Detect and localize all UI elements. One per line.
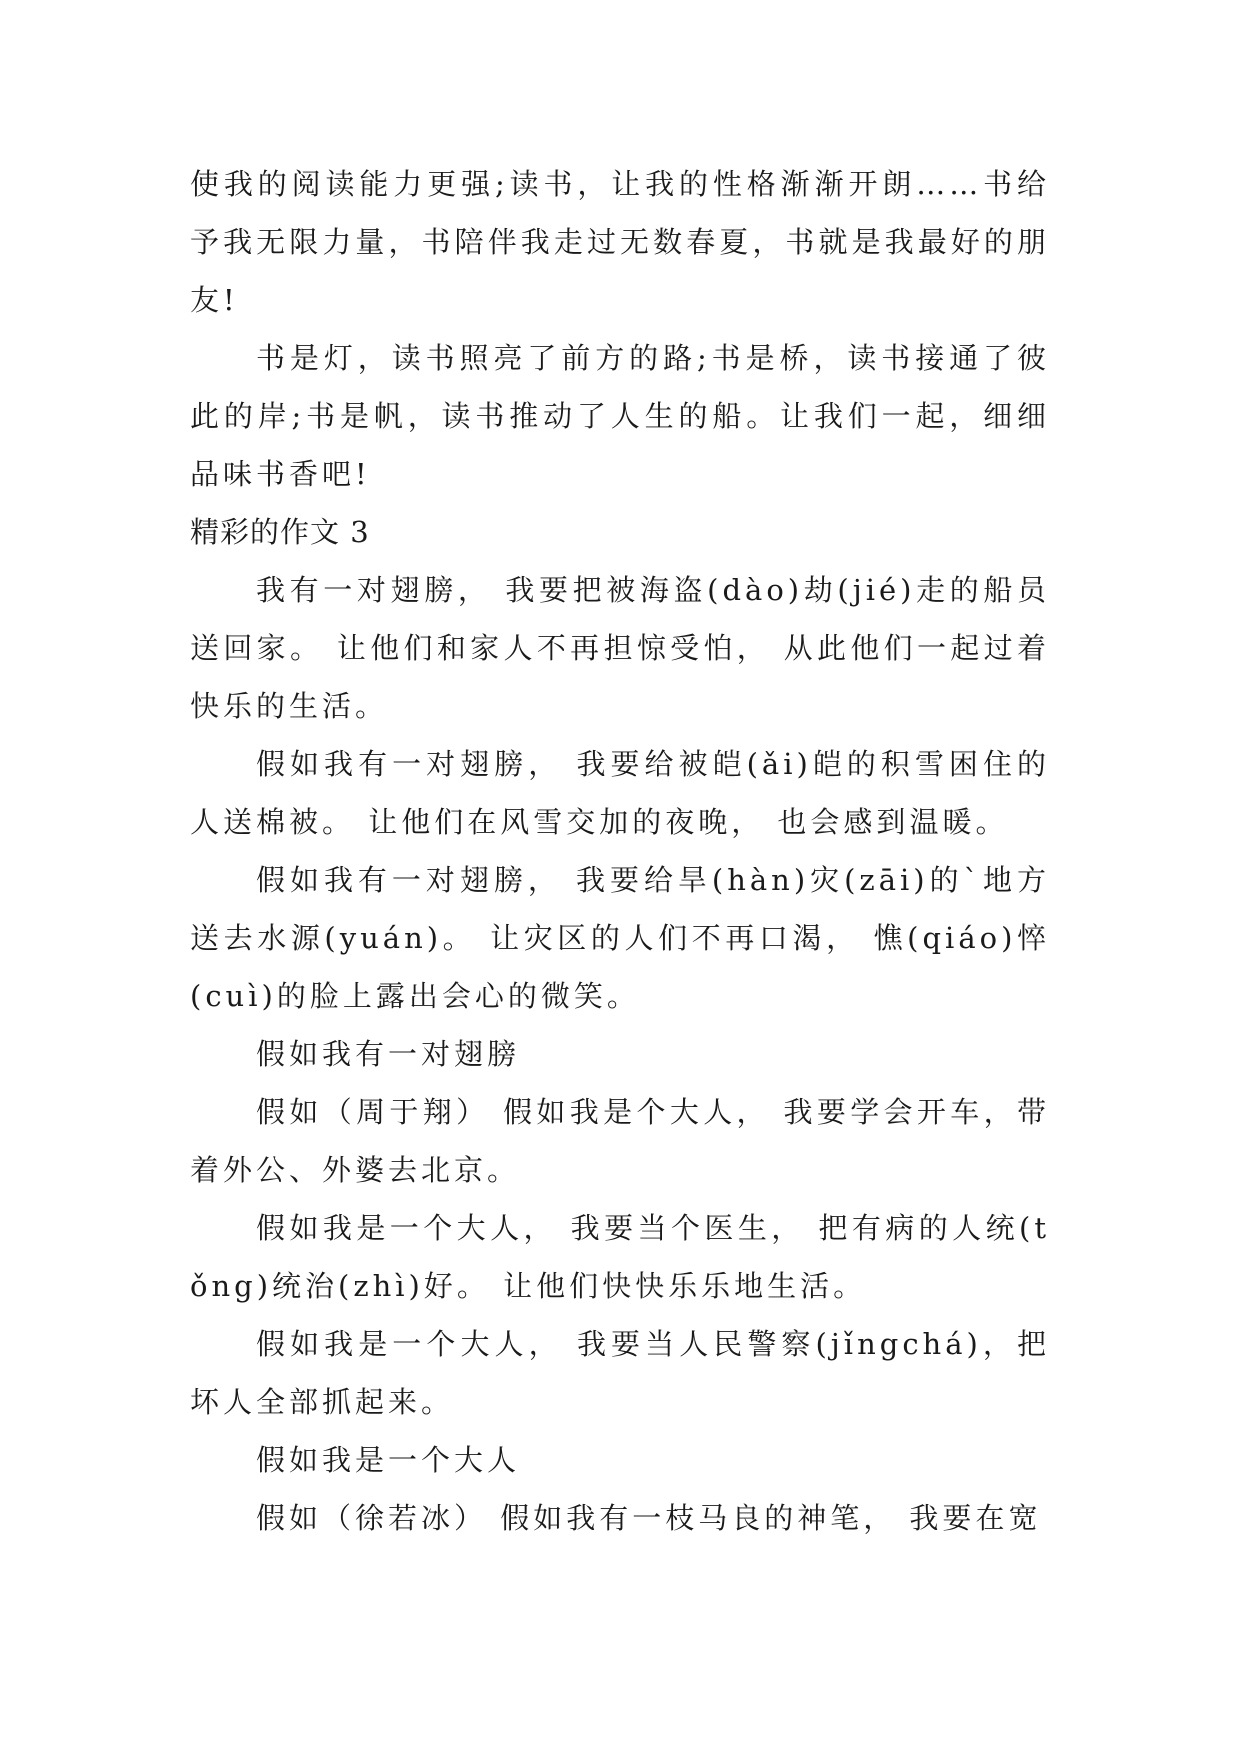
- paragraph-book-metaphor: 书是灯，读书照亮了前方的路;书是桥，读书接通了彼此的岸;书是帆，读书推动了人生的船。让我们一起，细细品味书香吧!: [190, 341, 1050, 491]
- paragraph-adult-driving: 假如（周于翔） 假如我是个大人， 我要学会开车，带着外公、外婆去北京。: [190, 1095, 1050, 1187]
- paragraph-wings-drought: 假如我有一对翅膀， 我要给旱(hàn)灾(zāi)的`地方送去水源(yuán)。 让灾区的人们不再口渴， 憔(qiáo)悴(cuì)的脸上露出会心的微笑。: [190, 863, 1050, 1013]
- paragraph-adult-title: 假如我是一个大人: [256, 1443, 521, 1477]
- paragraph-adult-police: 假如我是一个大人， 我要当人民警察(jǐngchá)，把坏人全部抓起来。: [190, 1327, 1050, 1419]
- paragraph-adult-doctor: 假如我是一个大人， 我要当个医生， 把有病的人统(tǒng)统治(zhì)好。 让他们快快乐乐地生活。: [190, 1211, 1050, 1303]
- essay-title: 精彩的作文 3: [190, 515, 370, 549]
- paragraph-reading-benefits: 使我的阅读能力更强;读书，让我的性格渐渐开朗……书给予我无限力量，书陪伴我走过无数春夏，书就是我最好的朋友!: [190, 167, 1050, 317]
- document-page: [190, 155, 1050, 1547]
- paragraph-wings-title: 假如我有一对翅膀: [256, 1037, 521, 1071]
- paragraph-wings-snow: 假如我有一对翅膀， 我要给被皑(ǎi)皑的积雪困住的人送棉被。 让他们在风雪交加的夜晚， 也会感到温暖。: [190, 747, 1050, 839]
- paragraph-magic-brush: 假如（徐若冰） 假如我有一枝马良的神笔， 我要在宽: [256, 1501, 1042, 1535]
- paragraph-wings-pirates: 我有一对翅膀， 我要把被海盗(dào)劫(jié)走的船员送回家。 让他们和家人不再担惊受怕， 从此他们一起过着快乐的生活。: [190, 573, 1050, 723]
